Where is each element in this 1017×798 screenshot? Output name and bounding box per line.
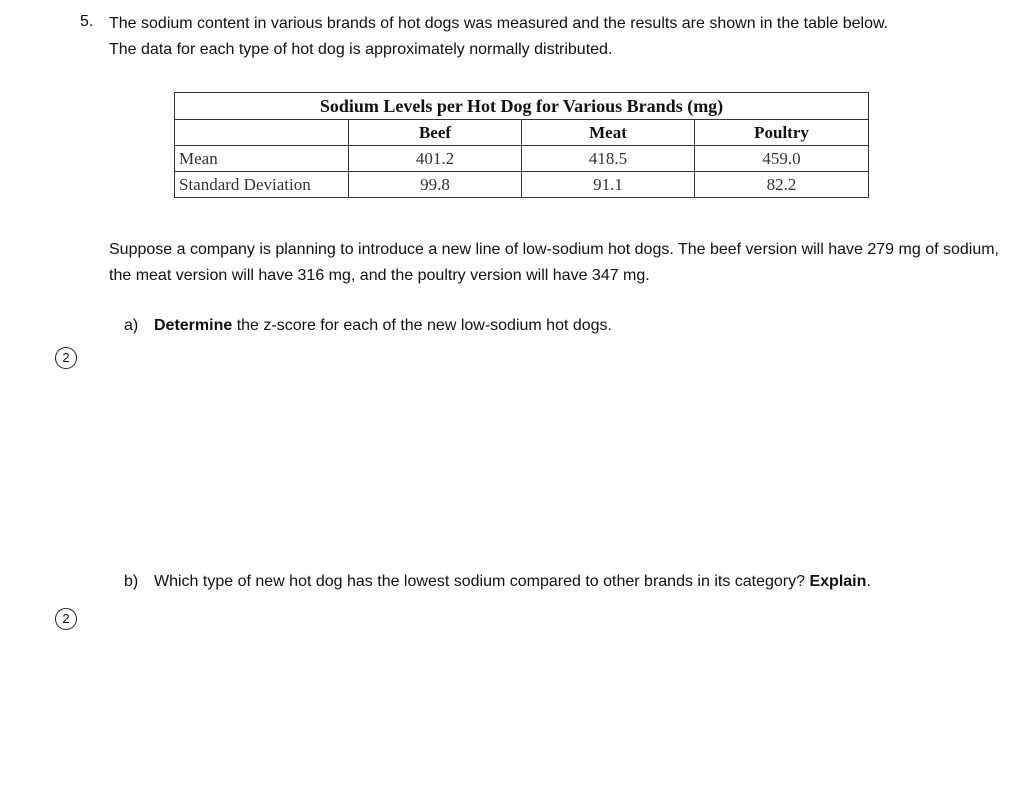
question-intro-line-2: The data for each type of hot dog is approximately normally distributed.: [109, 41, 613, 58]
question-intro-line-1: The sodium content in various brands of hot dogs was measured and the results are shown in the table below.: [109, 15, 889, 32]
table-cell: 418.5: [522, 146, 695, 172]
table-cell: 82.2: [695, 172, 869, 198]
part-a-letter: a): [124, 317, 139, 334]
part-b-text: Which type of new hot dog has the lowest sodium compared to other brands in its category?: [154, 573, 810, 590]
question-intro: [109, 11, 989, 63]
part-a-text: the z-score for each of the new low-sodium hot dogs.: [232, 317, 612, 334]
part-b-letter: b): [124, 573, 139, 590]
marks-badge-b: 2: [55, 608, 77, 630]
table-header-beef: Beef: [349, 120, 522, 146]
question-number: 5.: [80, 13, 94, 30]
table-header-poultry: Poultry: [695, 120, 869, 146]
table-row: [175, 146, 869, 172]
scenario-text: Suppose a company is planning to introduce a new line of low-sodium hot dogs. The beef version will have 279 mg of sodium, the meat version will have 316 mg, and the poultry version will have 347 mg.: [109, 241, 999, 284]
table-cell: 99.8: [349, 172, 522, 198]
table-header-row: [175, 120, 869, 146]
table-cell: 401.2: [349, 146, 522, 172]
table-cell: 91.1: [522, 172, 695, 198]
table-header-meat: Meat: [522, 120, 695, 146]
part-a-bold: Determine: [154, 317, 233, 334]
table-title: Sodium Levels per Hot Dog for Various Brands (mg): [175, 93, 869, 120]
part-b: [124, 571, 871, 592]
sodium-table: [174, 92, 869, 198]
table-row-label: Mean: [175, 146, 349, 172]
table-row: [175, 172, 869, 198]
table-row-label: Standard Deviation: [175, 172, 349, 198]
part-b-bold: Explain: [809, 573, 867, 590]
table-cell: 459.0: [695, 146, 869, 172]
part-a: [124, 315, 612, 336]
table-header-empty: [175, 120, 349, 146]
table-title-row: [175, 93, 869, 120]
marks-badge-a: 2: [55, 347, 77, 369]
part-b-end: .: [866, 573, 871, 590]
